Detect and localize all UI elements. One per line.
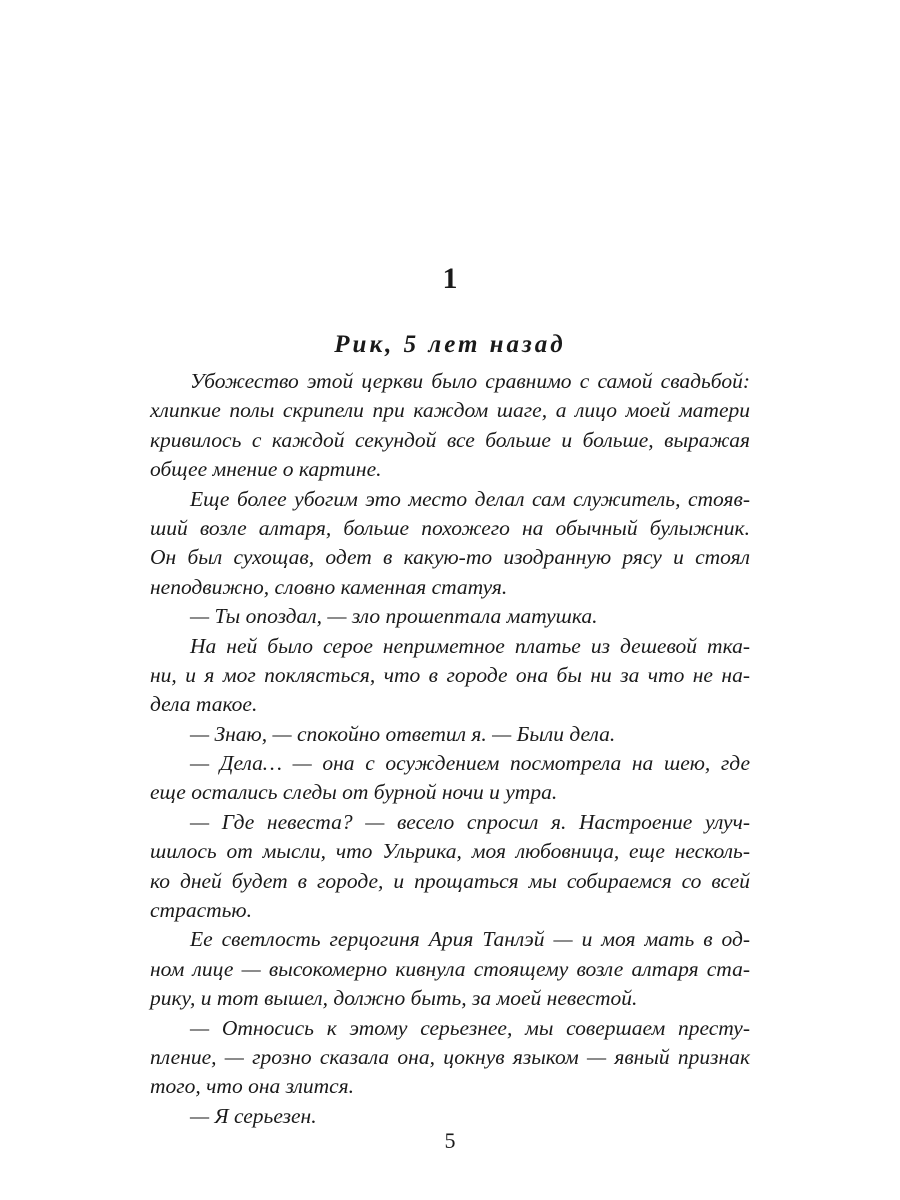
text-line: — Знаю, — спокойно ответил я. — Были дела. (190, 721, 616, 746)
body-text (150, 367, 750, 1131)
text-line: — Ты опоздал, — зло прошептала матушка. (190, 604, 598, 629)
text-line: хлипкие полы скрипели при каждом шаге, а лицо моей матери (150, 398, 750, 423)
text-line: — Где невеста? — весело спросил я. Настроение улуч- (190, 809, 750, 834)
text-line: ном лице — высокомерно кивнула стоящему возле алтаря ста- (150, 956, 750, 981)
text-line: страстью. (150, 898, 252, 923)
text-line: — Я серьезен. (190, 1103, 317, 1128)
chapter-number: 1 (442, 262, 458, 295)
text-line: Он был сухощав, одет в какую-то изодранную рясу и стоял (150, 545, 750, 570)
text-line: — Дела… — она с осуждением посмотрела на шею, где (190, 751, 750, 776)
text-line: пление, — грозно сказала она, цокнув языком — явный признак (150, 1044, 750, 1069)
text-line: Убожество этой церкви было сравнимо с самой свадьбой: (190, 369, 750, 393)
text-line: ший возле алтаря, больше похожего на обычный булыжник. (150, 515, 750, 540)
text-line: ни, и я мог поклясться, что в городе она бы ни за что не на- (150, 662, 750, 687)
text-line: кривилось с каждой секундой все больше и больше, выражая (150, 427, 750, 452)
text-line: того, что она злится. (150, 1074, 355, 1099)
text-line: еще остались следы от бурной ночи и утра. (150, 780, 558, 805)
chapter-title: Рик, 5 лет назад (334, 331, 566, 358)
text-line: дела такое. (150, 692, 258, 717)
text-line: Ее светлость герцогиня Ария Танлэй — и моя мать в од- (190, 927, 750, 952)
text-line: шилось от мысли, что Ульрика, моя любовница, еще несколь- (150, 839, 750, 864)
text-line: Еще более убогим это место делал сам служитель, стояв- (190, 486, 750, 511)
text-line: ко дней будет в городе, и прощаться мы собираемся со всей (150, 868, 750, 893)
text-line: рику, и тот вышел, должно быть, за моей невестой. (150, 986, 638, 1011)
text-line: общее мнение о картине. (150, 457, 382, 482)
page-number: 5 (444, 1128, 456, 1153)
text-line: На ней было серое неприметное платье из дешевой тка- (190, 633, 750, 658)
text-line: — Относись к этому серьезнее, мы совершаем престу- (190, 1015, 750, 1040)
text-line: неподвижно, словно каменная статуя. (150, 574, 508, 599)
